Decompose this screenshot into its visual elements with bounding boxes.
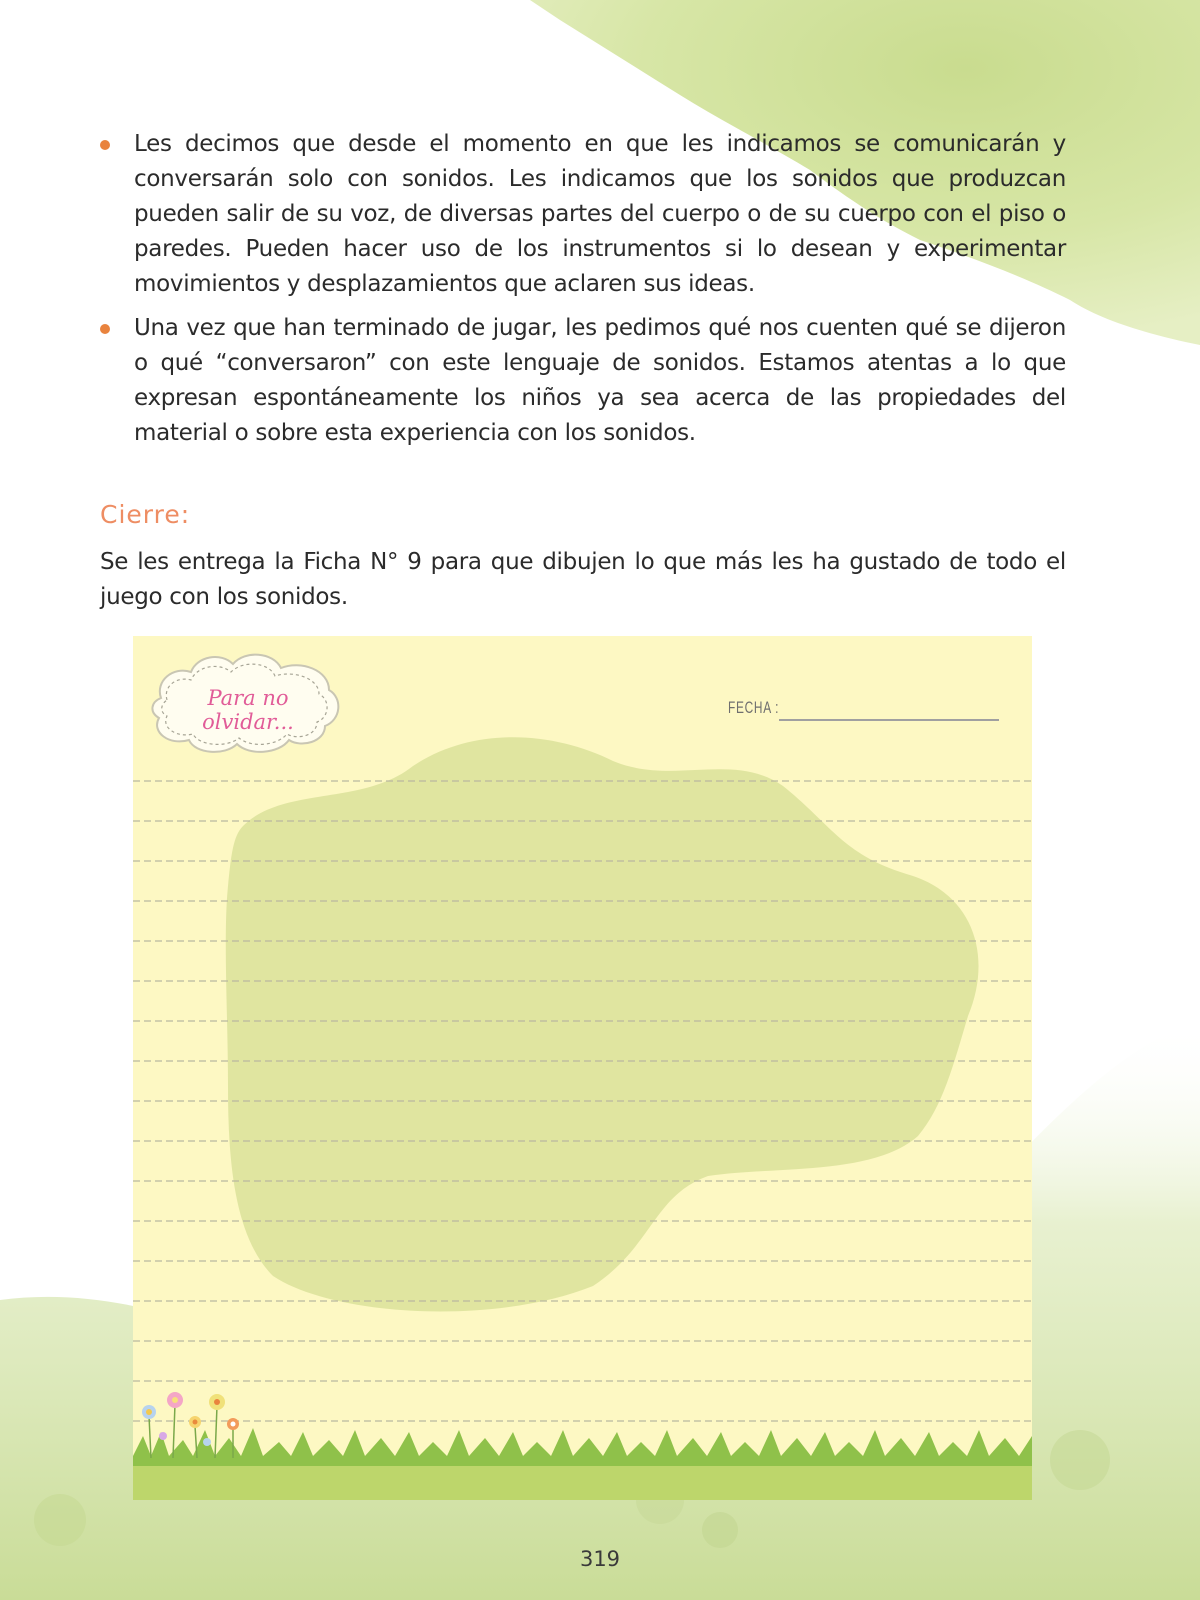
bullet-item (100, 127, 1066, 302)
cierre-text: Se les entrega la Ficha N° 9 para que dibujen lo que más les ha gustado de todo el juego con los sonidos. (100, 549, 1066, 610)
worksheet-illustration (133, 636, 1032, 1500)
page-number: 319 (579, 1547, 621, 1571)
worksheet-ficha (133, 636, 1032, 1500)
date-line (779, 719, 999, 721)
bullet-list (100, 127, 1066, 460)
bullet-text: Una vez que han terminado de jugar, les pedimos qué nos cuenten qué se dijeron o qué “conversaron” con este lenguaje de sonidos. Estamos atentas a lo que expresan espontáneamente los niños ya sea acerca de las propiedades del material o sobre esta experiencia con los sonidos. (134, 315, 1066, 446)
green-blob-shape (226, 737, 979, 1311)
bullet-item (100, 311, 1066, 451)
date-label: FECHA : (728, 698, 780, 717)
grass-blades (133, 1428, 1032, 1466)
bullet-dot-icon (100, 324, 110, 334)
bullet-text: Les decimos que desde el momento en que les indicamos se comunicarán y conversarán solo con sonidos. Les indicamos que los sonidos que produzcan pueden salir de su voz, de diversas partes del cuerpo o de su cuerpo con el piso o paredes. Pueden hacer uso de los instrumentos si lo desean y experimentar movimientos y desplazamientos que aclaren sus ideas. (134, 131, 1066, 297)
cloud-label-text: Para no olvidar... (202, 686, 294, 734)
cierre-heading: Cierre: (100, 500, 191, 529)
bullet-dot-icon (100, 140, 110, 150)
